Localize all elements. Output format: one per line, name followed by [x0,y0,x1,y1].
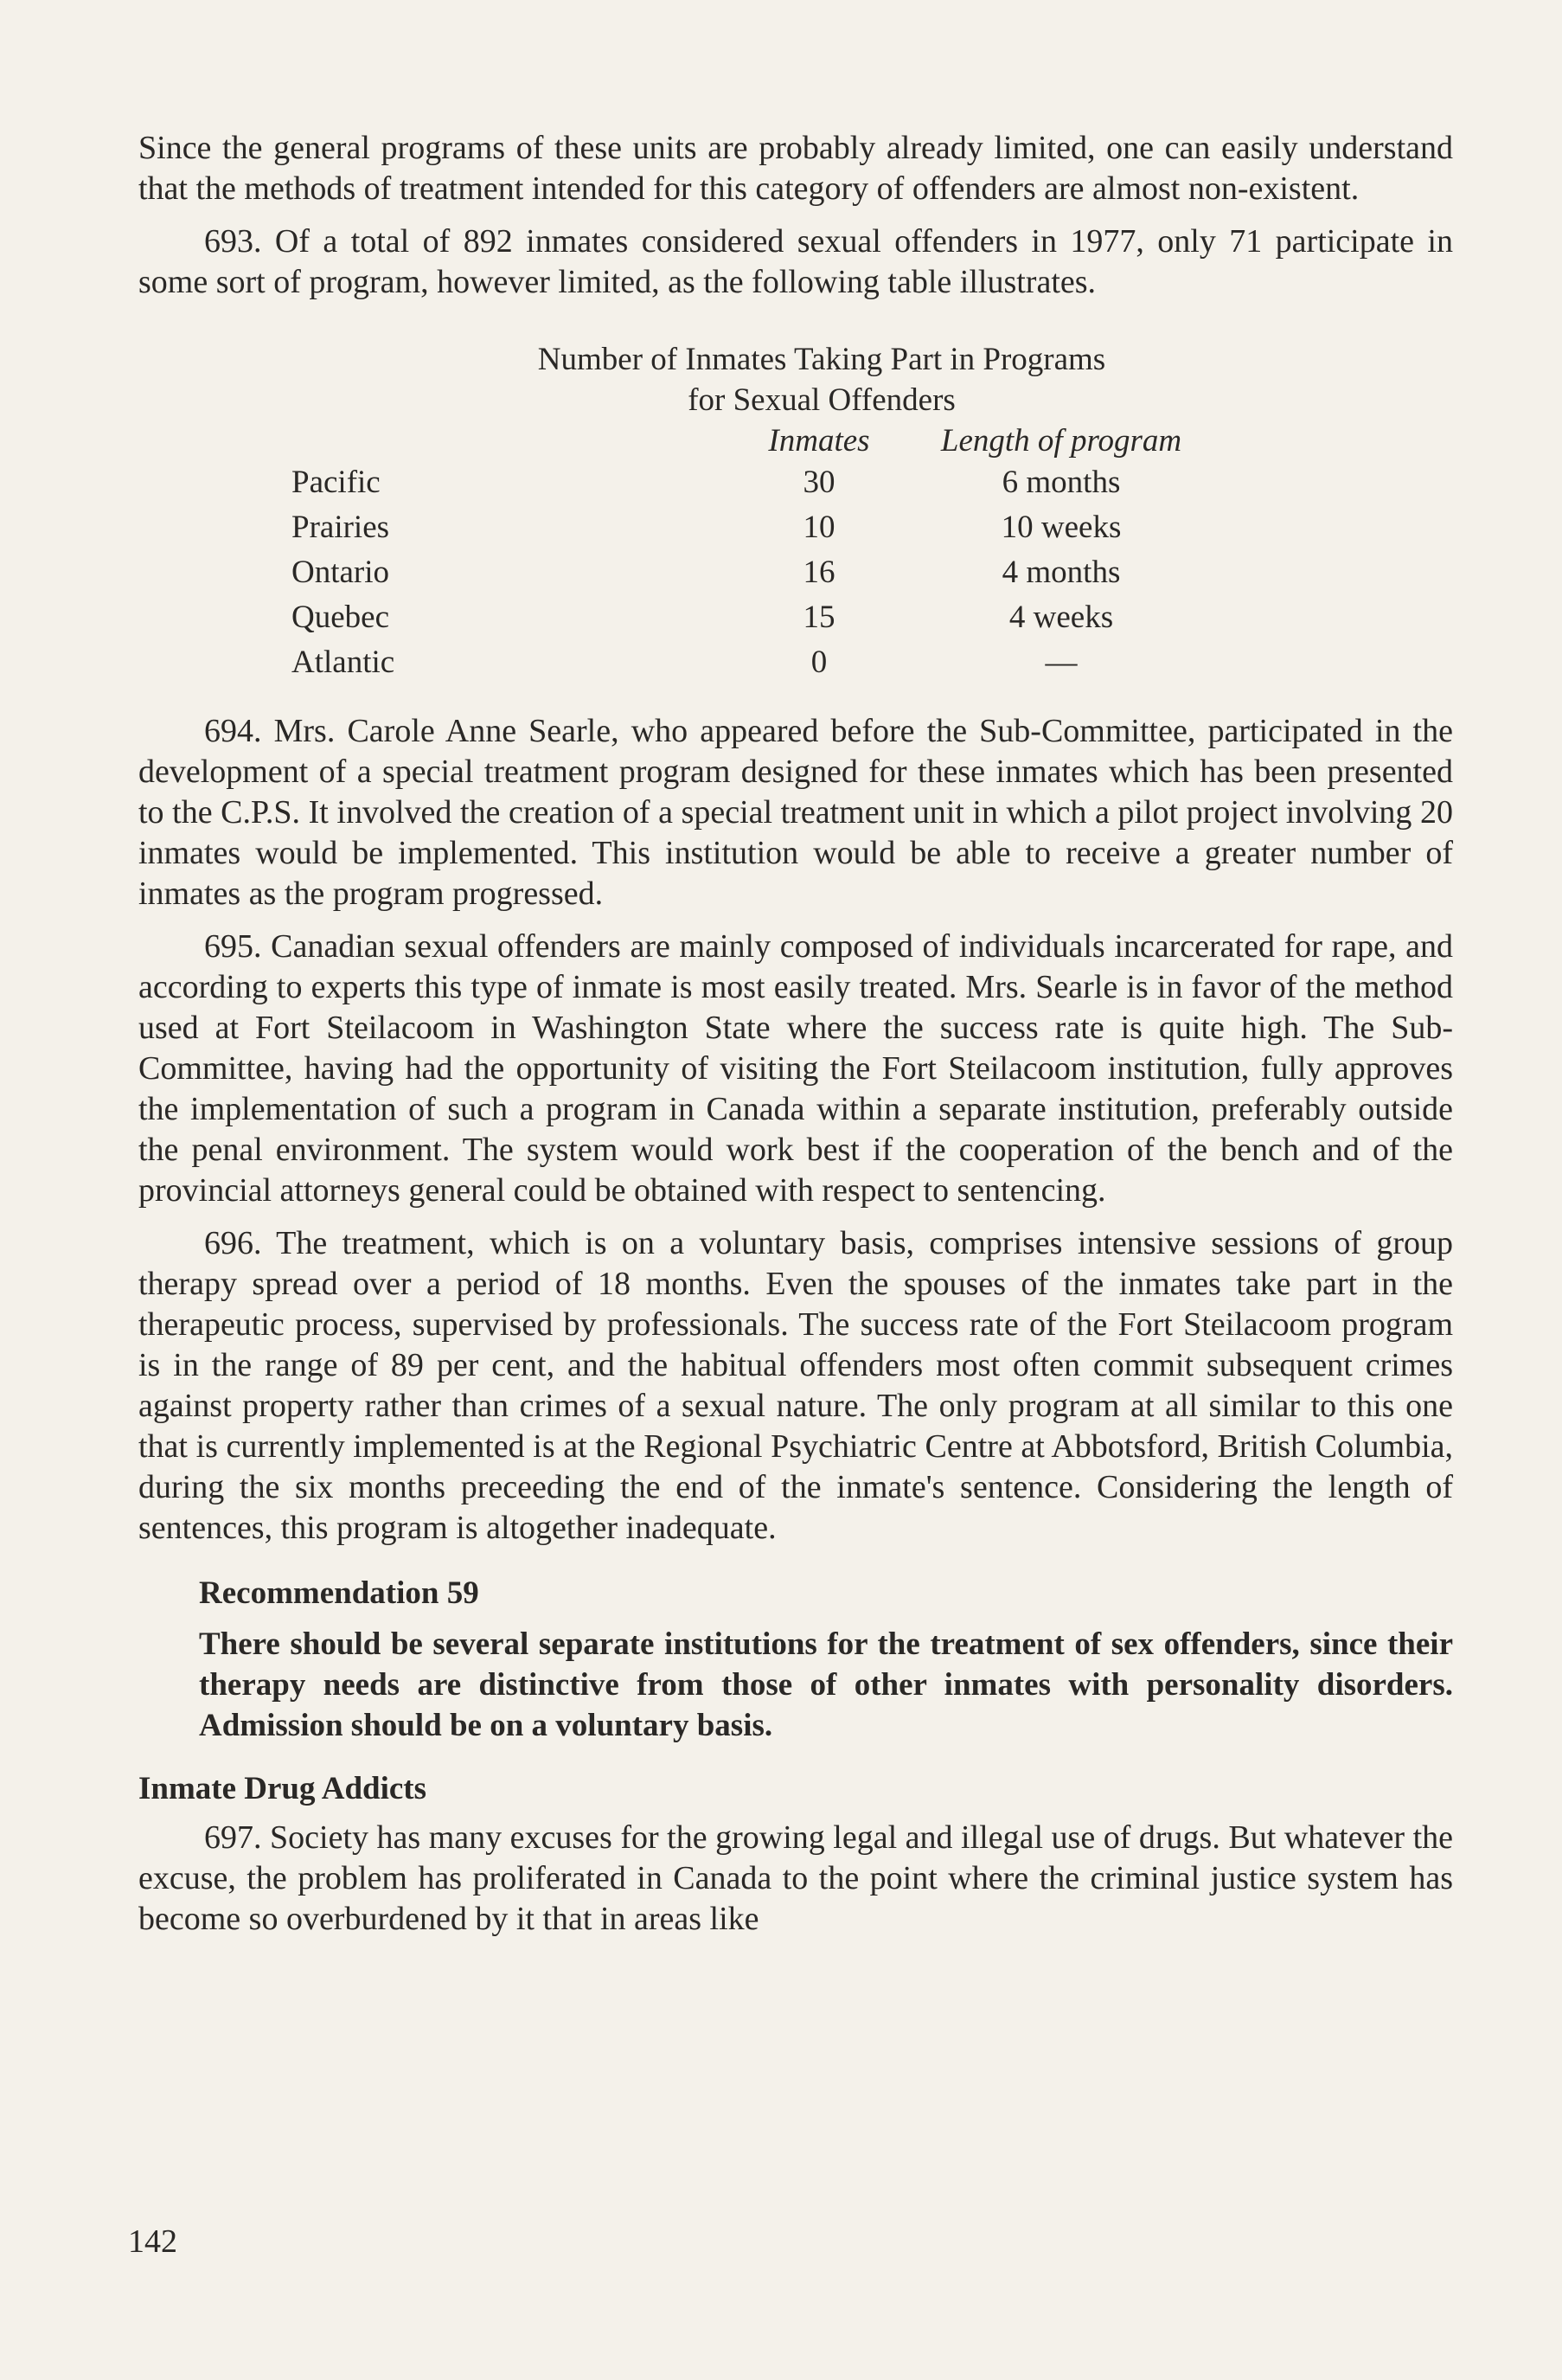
page-number: 142 [128,2223,177,2260]
section-heading: Inmate Drug Addicts [138,1771,427,1806]
table-row [291,460,1226,505]
cell-inmates: 15 [803,600,835,635]
cell-inmates: 0 [810,645,828,680]
cell-region: Pacific [291,465,381,500]
recommendation-text: There should be several separate institutions for the treatment of sex offenders, since their therapy needs are distinctive from those of other inmates with personality disorders. Admission should be on a voluntary basis. [199,1626,1453,1743]
table-row [291,595,1226,640]
table-title-line-1: Number of Inmates Taking Part in Programs [537,342,1106,377]
table-header-row [291,422,1226,460]
intro-paragraph: Since the general programs of these units are probably already limited, one can easily understand that the methods of treatment intended for this category of offenders are almost non-existent. [138,130,1453,207]
header-inmates: Inmates [768,423,870,459]
table-row [291,640,1226,685]
paragraph-694: 694. Mrs. Carole Anne Searle, who appeared before the Sub-Committee, participated in the development of a special treatment program designed for these inmates which has been presented to the C.P.S. It involved the creation of a special treatment unit in which a pilot project involving 20 inmates would be implemented. This institution would be able to receive a greater number of inmates as the program progressed. [138,713,1453,912]
cell-region: Prairies [291,510,390,545]
table-row [291,550,1226,595]
recommendation-title: Recommendation 59 [199,1575,479,1611]
cell-length: 4 months [1002,555,1121,590]
header-region [291,422,741,460]
cell-inmates: 16 [803,555,835,590]
cell-length: 10 weeks [1001,510,1122,545]
table-title-line-2: for Sexual Offenders [688,382,956,418]
document-page [138,128,1453,1940]
paragraph-696: 696. The treatment, which is on a voluntary basis, comprises intensive sessions of group therapy spread over a period of 18 months. Even the spouses of the inmates take part in the therapeutic process, supervised by professionals. The success rate of the Fort Steilacoom program is in the range of 89 per cent, and the habitual offenders most often commit subsequent crimes against property rather than crimes of a sexual nature. The only program at all similar to this one that is currently implemented is at the Regional Psychiatric Centre at Abbotsford, British Columbia, during the six months preceeding the end of the inmate's sentence. Considering the length of sentences, this program is altogether inadequate. [138,1225,1453,1546]
table-row [291,505,1226,550]
table-title [138,339,1453,420]
header-length: Length of program [940,423,1182,459]
cell-region: Ontario [291,555,390,590]
paragraph-697: 697. Society has many excuses for the growing legal and illegal use of drugs. But whatever the excuse, the problem has proliferated in Canada to the point where the criminal justice system has become so overburdened by it that in areas like [138,1819,1453,1937]
cell-region: Atlantic [291,645,395,680]
cell-length: 6 months [1002,465,1121,500]
programs-table [291,422,1226,685]
paragraph-693: 693. Of a total of 892 inmates considered sexual offenders in 1977, only 71 participate in some sort of program, however limited, as the following table illustrates. [138,223,1453,300]
cell-region: Quebec [291,600,389,635]
cell-inmates: 10 [803,510,835,545]
cell-length: 4 weeks [1008,600,1114,635]
cell-inmates: 30 [803,465,835,500]
recommendation-block [199,1573,1453,1746]
cell-length: — [1045,645,1078,680]
paragraph-695: 695. Canadian sexual offenders are mainly composed of individuals incarcerated for rape, and according to experts this type of inmate is most easily treated. Mrs. Searle is in favor of the method used at Fort Steilacoom in Washington State where the success rate is quite high. The Sub-Committee, having had the opportunity of visiting the Fort Steilacoom institution, fully approves the implementation of such a program in Canada within a separate institution, preferably outside the penal environment. The system would work best if the cooperation of the bench and of the provincial attorneys general could be obtained with respect to sentencing. [138,928,1453,1209]
